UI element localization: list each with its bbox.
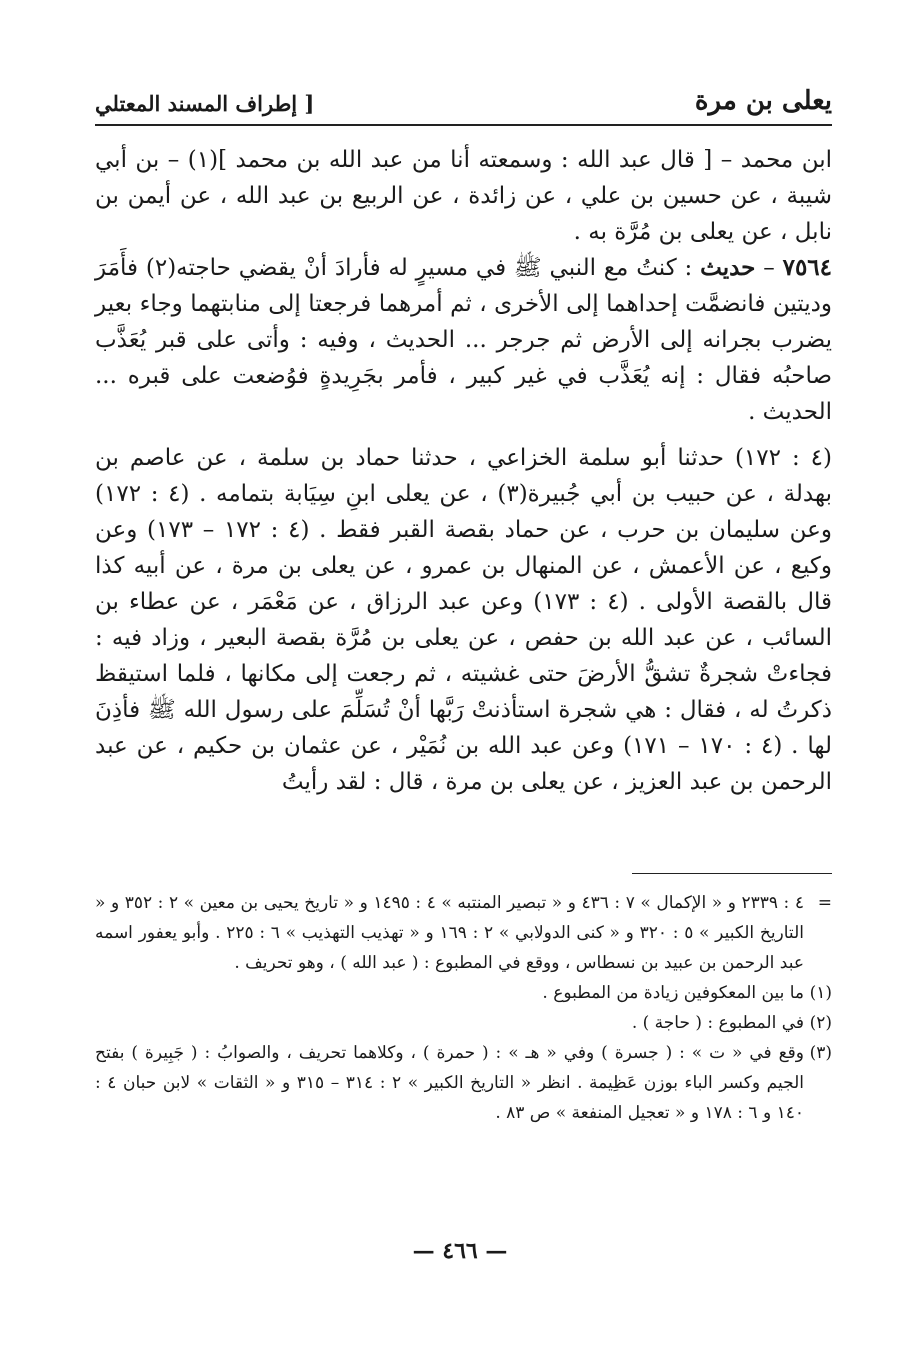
footnote-text: في المطبوع : ( حاجة ) . (631, 1013, 804, 1033)
running-header (95, 76, 832, 126)
footnote-number: (١) (809, 983, 832, 1003)
paragraph-continuation: ابن محمد – [ قال عبد الله : وسمعته أنا من عبد الله بن محمد ](١) – بن أبي شيبة ، عن حسين بن علي ، عن زائدة ، عن الربيع بن عبد الله ، عن أيمن بن نابل ، عن يعلى بن مُرَّة به . (95, 147, 832, 245)
hadith-text: كنتُ مع النبي ﷺ في مسيرٍ له فأرادَ أنْ يقضي حاجته(٢) فأَمَرَ وديتين فانضمَّت إحداهما إلى الأخرى ، ثم أمرهما فرجعتا إلى منابتهما وجاء بعير يضرب بجرانه إلى الأرض ثم جرجر ... الحديث ، وفيه : وأتى على قبر يُعَذَّب صاحبُه فقال : إنه يُعَذَّب في غير كبير ، فأمر بجَرِيدةٍ فوُضعت على قبره ... الحديث . (95, 255, 832, 425)
page-number: — ٤٦٦ — (412, 1238, 508, 1264)
footnote-continuation-text: ٤ : ٢٣٣٩ و « الإكمال » ٧ : ٤٣٦ و « تبصير المنتبه » ٤ : ١٤٩٥ و « تاريخ يحيى بن معين » ٢ : ٣٥٢ و « التاريخ الكبير » ٥ : ٣٢٠ و « كنى الدولابي » ٢ : ١٦٩ و « تهذيب التهذيب » ٦ : ٢٢٥ . وأبو يعفور اسمه عبد الرحمن بن عبيد بن نسطاس ، ووقع في المطبوع : ( عبد الله ) ، وهو تحريف . (95, 893, 804, 973)
footnote-2 (95, 1008, 832, 1038)
hadith-paragraph (95, 250, 832, 430)
hadith-colon: : (676, 255, 701, 281)
book-title-bracket: [ (297, 91, 315, 116)
footnote-number: (٢) (809, 1013, 832, 1033)
footnotes (95, 888, 832, 1128)
book-title-group (95, 91, 314, 116)
hadith-number: ٧٥٦٤ (782, 254, 833, 281)
chapter-title: يعلى بن مرة (694, 86, 832, 116)
footnote-1 (95, 978, 832, 1008)
isnad-paragraph: (٤ : ١٧٢) حدثنا أبو سلمة الخزاعي ، حدثنا حماد بن سلمة ، عن عاصم بن بهدلة ، عن حبيب بن أبي جُبيرة(٣) ، عن يعلى ابنِ سِيَابة بتمامه . (٤ : ١٧٢) وعن سليمان بن حرب ، عن حماد بقصة القبر فقط . (٤ : ١٧٢ – ١٧٣) وعن وكيع ، عن الأعمش ، عن المنهال بن عمرو ، عن يعلى بن مرة ، عن أبيه كذا قال بالقصة الأولى . (٤ : ١٧٣) وعن عبد الرزاق ، عن مَعْمَر ، عن عطاء بن السائب ، عن عبد الله بن حفص ، عن يعلى بن مُرَّة بقصة البعير ، وزاد فيه : فجاءتْ شجرةٌ تشقُّ الأرضَ حتى غشيته ، ثم رجعت إلى مكانها ، فلما استيقظ ذكرتُ له ، فقال : هي شجرة استأذنتْ رَبَّها أنْ تُسَلِّمَ على رسول الله ﷺ فأذِنَ لها . (٤ : ١٧٠ – ١٧١) وعن عبد الله بن نُمَيْر ، عن عثمان بن حكيم ، عن عبد الرحمن بن عبد العزيز ، عن يعلى بن مرة ، قال : لقد رأيتُ (95, 445, 833, 795)
main-text (95, 142, 832, 800)
footnote-3 (95, 1038, 832, 1128)
footnote-separator (632, 873, 832, 874)
footnote-text: وقع في « ت » : ( جسرة ) وفي « هـ » : ( حمرة ) ، وكلاهما تحريف ، والصوابُ : ( جَبِيرة ) بفتح الجيم وكسر الباء بوزن عَظِيمة . انظر « التاريخ الكبير » ٢ : ٣١٤ – ٣١٥ و « الثقات » لابن حبان ٤ : ١٤٠ و ٦ : ١٧٨ و « تعجيل المنفعة » ص ٨٣ . (95, 1043, 804, 1123)
book-title: إطراف المسند المعتلي (95, 91, 298, 116)
continuation-marker: = (817, 893, 832, 913)
hadith-dash: – (755, 255, 783, 281)
footnote-continuation (95, 888, 832, 978)
paragraph-spacer (95, 430, 832, 440)
footnote-number: (٣) (809, 1043, 832, 1063)
footnote-text: ما بين المعكوفين زيادة من المطبوع . (542, 983, 804, 1003)
hadith-label: حديث (700, 254, 756, 281)
